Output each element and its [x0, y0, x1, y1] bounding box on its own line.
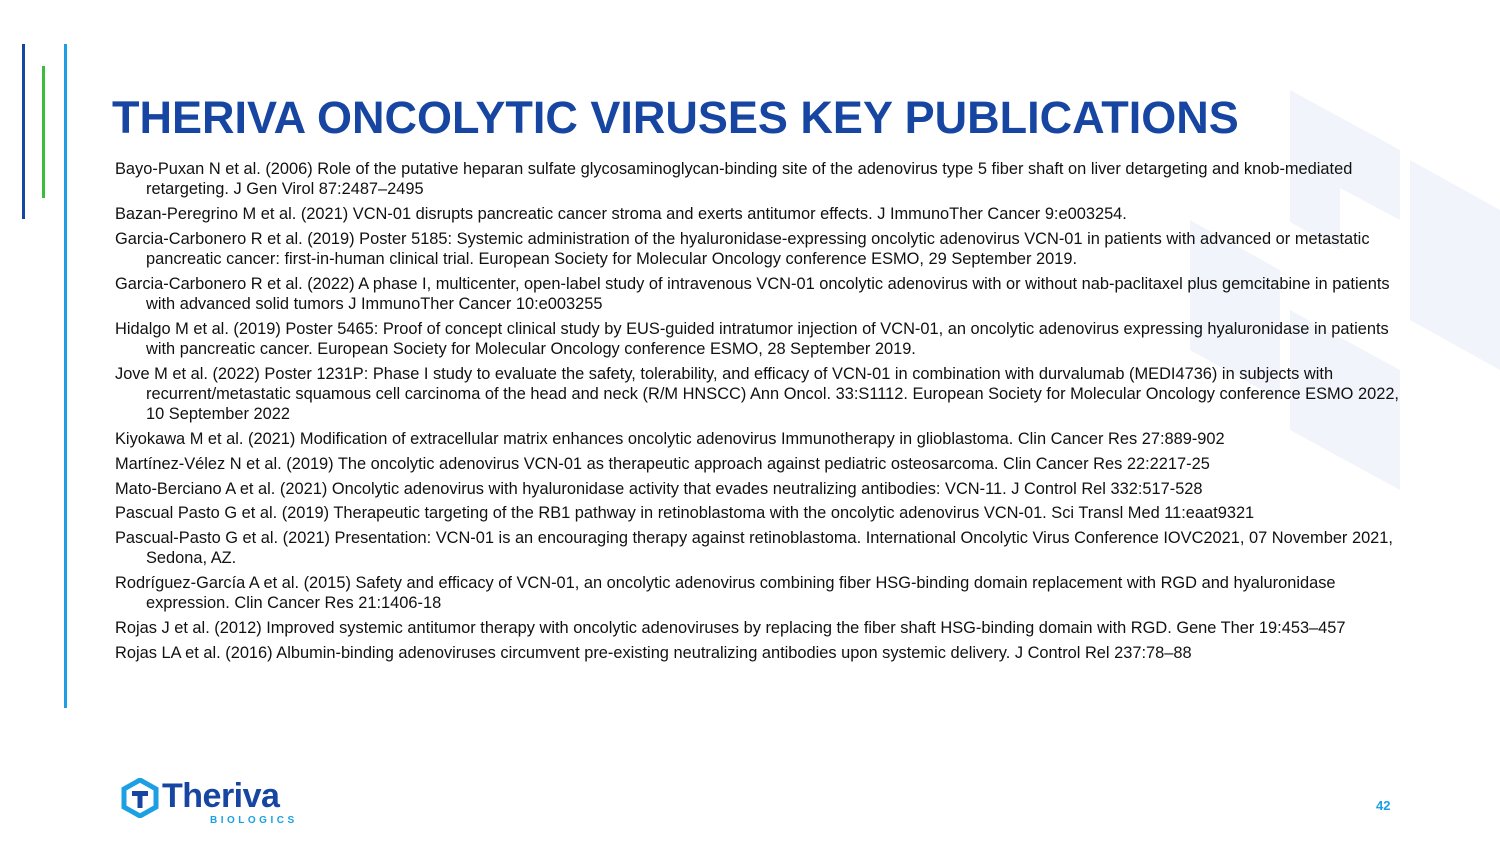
- logo-wordmark: Theriva: [162, 777, 280, 815]
- theriva-logo: [120, 778, 298, 826]
- page-title: THERIVA ONCOLYTIC VIRUSES KEY PUBLICATIONS: [112, 92, 1239, 144]
- reference-item: Rojas LA et al. (2016) Albumin-binding adenoviruses circumvent pre-existing neutralizing antibodies upon systemic delivery. J Control Rel 237:78–88: [115, 643, 1192, 662]
- reference-item: Hidalgo M et al. (2019) Poster 5465: Proof of concept clinical study by EUS-guided intratumor injection of VCN-01, an oncolytic adenovirus expressing hyaluronidase in patients with pancreatic cancer. European Society for Molecular Oncology conference ESMO, 28 September 2019.: [115, 319, 1389, 358]
- reference-item: Martínez-Vélez N et al. (2019) The oncolytic adenovirus VCN-01 as therapeutic approach against pediatric osteosarcoma. Clin Cancer Res 22:2217-25: [115, 454, 1210, 473]
- reference-item: Kiyokawa M et al. (2021) Modification of extracellular matrix enhances oncolytic adenovirus Immunotherapy in glioblastoma. Clin Cancer Res 27:889-902: [115, 430, 1225, 448]
- accent-line-cyan: [64, 44, 67, 708]
- reference-item: Bayo-Puxan N et al. (2006) Role of the putative heparan sulfate glycosaminoglycan-binding site of the adenovirus type 5 fiber shaft on liver detargeting and knob-mediated retargeting. J Gen Virol 87:2487–2495: [115, 160, 1353, 199]
- reference-item: Bazan-Peregrino M et al. (2021) VCN-01 disrupts pancreatic cancer stroma and exerts antitumor effects. J ImmunoTher Cancer 9:e003254.: [115, 205, 1127, 223]
- reference-item: Mato-Berciano A et al. (2021) Oncolytic adenovirus with hyaluronidase activity that evades neutralizing antibodies: VCN-11. J Control Rel 332:517-528: [115, 479, 1203, 498]
- reference-item: Rodríguez-García A et al. (2015) Safety and efficacy of VCN-01, an oncolytic adenovirus combining fiber HSG-binding domain replacement with RGD and hyaluronidase expression. Clin Cancer Res 21:1406-18: [115, 574, 1336, 613]
- accent-line-blue: [22, 44, 25, 219]
- accent-line-green: [42, 66, 45, 198]
- reference-item: Pascual-Pasto G et al. (2021) Presentation: VCN-01 is an encouraging therapy against retinoblastoma. International Oncolytic Virus Conference IOVC2021, 07 November 2021, Sedona, AZ.: [115, 529, 1393, 568]
- page-number: 42: [1376, 798, 1391, 813]
- reference-list: [115, 159, 1400, 668]
- reference-item: Jove M et al. (2022) Poster 1231P: Phase I study to evaluate the safety, tolerability, and efficacy of VCN-01 in combination with durvalumab (MEDI4736) in subjects with recurrent/metastatic squamous cell carcinoma of the head and neck (R/M HNSCC) Ann Oncol. 33:S1112. European Society for Molecular Oncology conference ESMO 2022, 10 September 2022: [115, 364, 1399, 424]
- reference-item: Garcia-Carbonero R et al. (2019) Poster 5185: Systemic administration of the hyaluronidase-expressing oncolytic adenovirus VCN-01 in patients with advanced or metastatic pancreatic cancer: first-in-human clinical trial. European Society for Molecular Oncology conference ESMO, 29 September 2019.: [115, 229, 1370, 268]
- logo-subtitle: BIOLOGICS: [210, 815, 298, 826]
- reference-item: Garcia-Carbonero R et al. (2022) A phase I, multicenter, open-label study of intravenous VCN-01 oncolytic adenovirus with or without nab-paclitaxel plus gemcitabine in patients with advanced solid tumors J ImmunoTher Cancer 10:e003255: [115, 274, 1390, 313]
- reference-item: Pascual Pasto G et al. (2019) Therapeutic targeting of the RB1 pathway in retinoblastoma with the oncolytic adenovirus VCN-01. Sci Transl Med 11:eaat9321: [115, 504, 1255, 523]
- theriva-hexagon-icon: [120, 778, 160, 818]
- reference-item: Rojas J et al. (2012) Improved systemic antitumor therapy with oncolytic adenoviruses by replacing the fiber shaft HSG-binding domain with RGD. Gene Ther 19:453–457: [115, 619, 1346, 638]
